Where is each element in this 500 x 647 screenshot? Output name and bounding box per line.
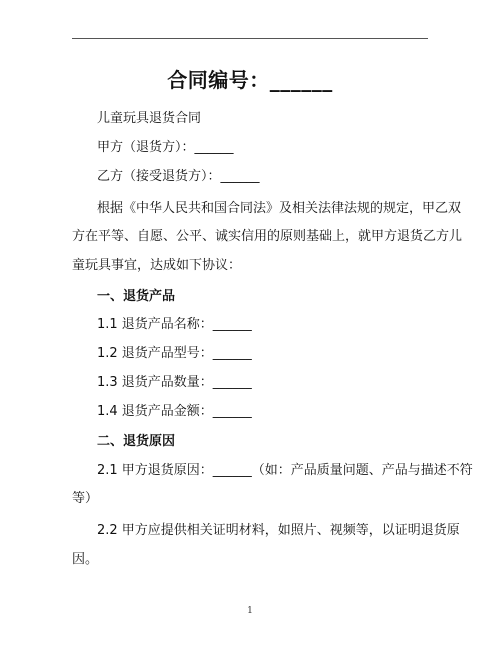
party-a-line: 甲方（退货方）：______ bbox=[97, 140, 234, 155]
section-1-item-1: 1.1 退货产品名称：______ bbox=[97, 317, 252, 332]
preamble-line-2: 方在平等、自愿、公平、诚实信用的原则基础上，就甲方退货乙方儿 bbox=[72, 229, 463, 244]
section-1-item-4: 1.4 退货产品金额：______ bbox=[97, 404, 252, 419]
section-2-item-1-line-2: 等） bbox=[72, 491, 99, 506]
contract-number-title: 合同编号：______ bbox=[167, 68, 333, 92]
preamble-line-1: 根据《中华人民共和国合同法》及相关法律法规的规定，甲乙双 bbox=[97, 201, 462, 216]
preamble-line-3: 童玩具事宜，达成如下协议： bbox=[72, 258, 242, 273]
contract-subtitle: 儿童玩具退货合同 bbox=[97, 111, 202, 126]
section-1-item-3: 1.3 退货产品数量：______ bbox=[97, 375, 252, 390]
page-number: 1 bbox=[247, 606, 253, 616]
section-2-item-2-line-1: 2.2 甲方应提供相关证明材料，如照片、视频等，以证明退货原 bbox=[97, 523, 460, 538]
section-2-item-1-line-1: 2.1 甲方退货原因：______（如：产品质量问题、产品与描述不符 bbox=[97, 463, 473, 478]
section-2-heading: 二、退货原因 bbox=[97, 434, 176, 449]
section-1-heading: 一、退货产品 bbox=[97, 289, 176, 304]
header-rule bbox=[72, 38, 428, 39]
party-b-line: 乙方（接受退货方）：______ bbox=[97, 169, 260, 184]
section-1-item-2: 1.2 退货产品型号：______ bbox=[97, 346, 252, 361]
section-2-item-2-line-2: 因。 bbox=[72, 552, 99, 567]
